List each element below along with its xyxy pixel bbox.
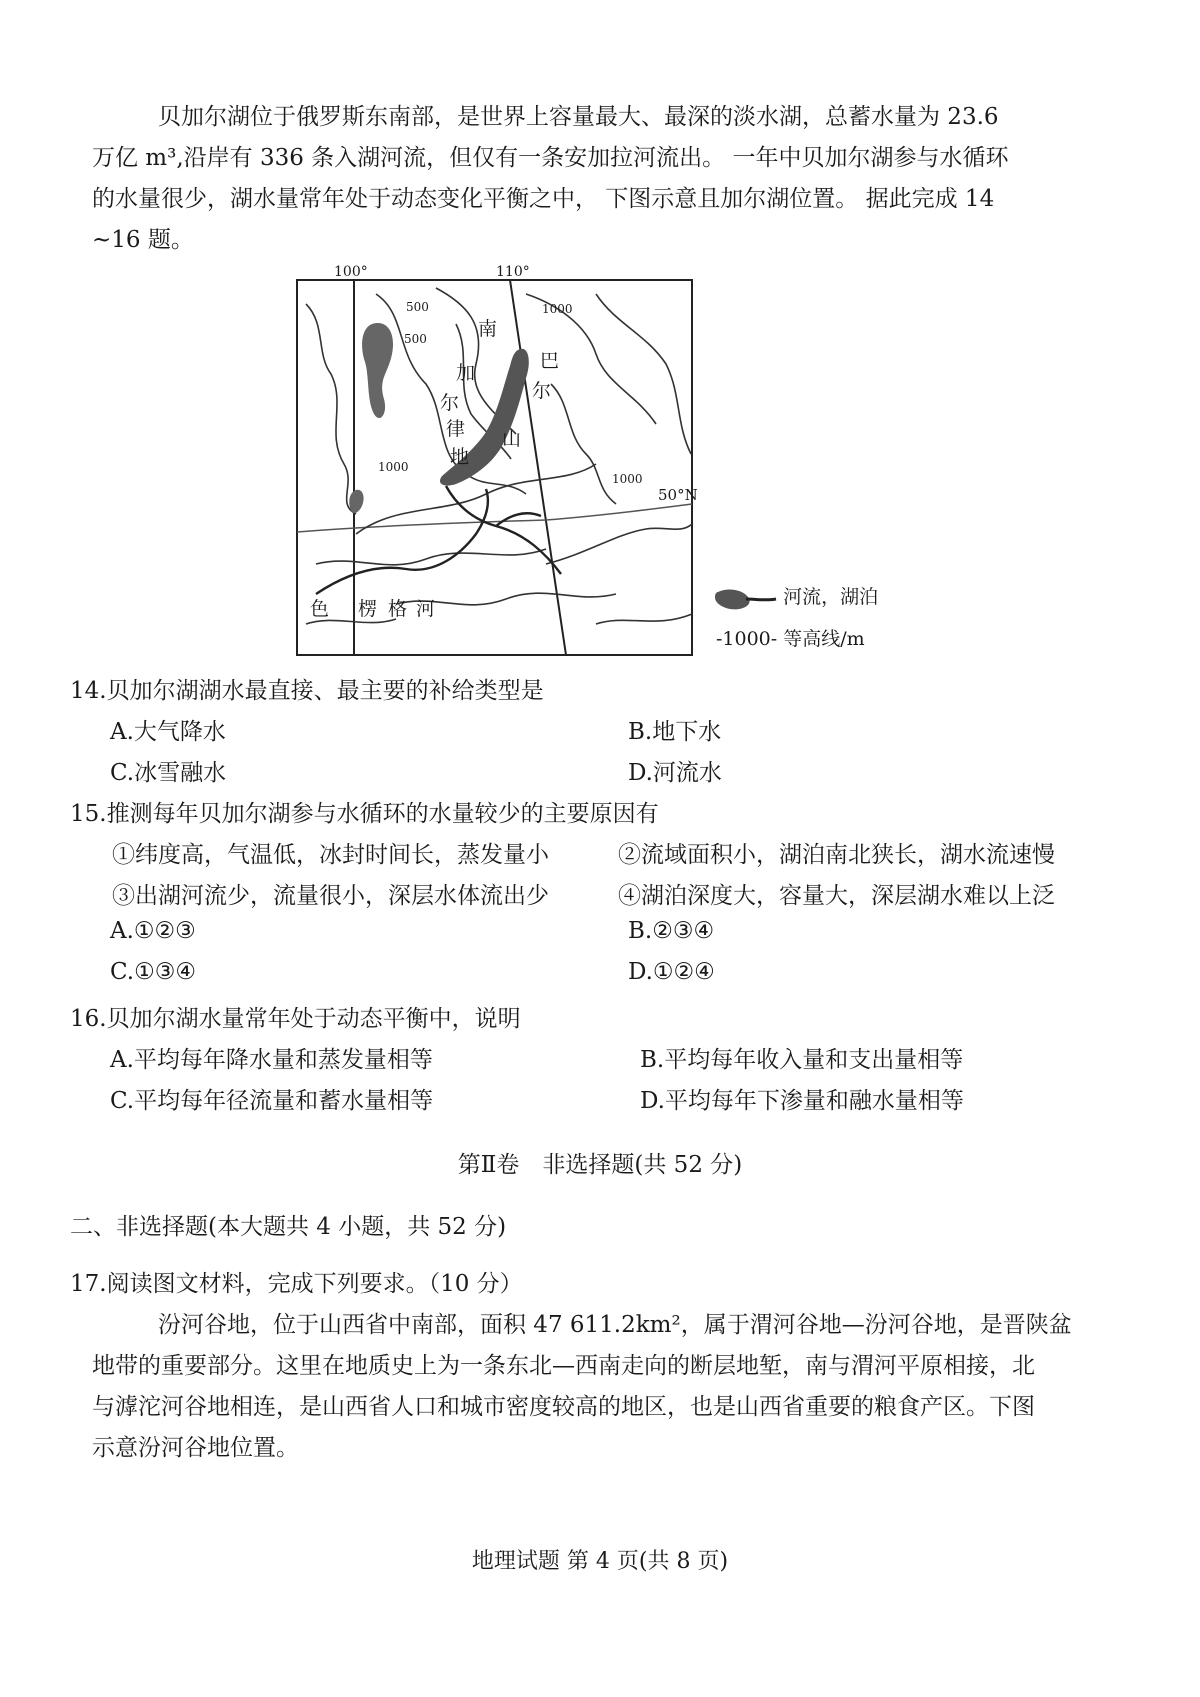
- q17-paragraph-line-4: 示意汾河谷地位置。: [92, 1435, 299, 1461]
- q14-option-d: D.河流水: [628, 760, 722, 786]
- q15-statement-2: ②流域面积小，湖泊南北狭长，湖水流速慢: [618, 842, 1055, 868]
- region-label: 格: [388, 598, 408, 620]
- page-footer: 地理试题 第 4 页(共 8 页): [471, 1549, 729, 1574]
- region-label: 楞: [358, 598, 378, 620]
- q15-option-b: B.②③④: [628, 918, 715, 944]
- q14-option-b: B.地下水: [628, 719, 722, 745]
- q15-statement-1: ①纬度高，气温低，冰封时间长，蒸发量小: [112, 842, 549, 868]
- q15-statement-4: ④湖泊深度大，容量大，深层湖水难以上泛: [618, 883, 1055, 909]
- region-label: 律: [446, 418, 466, 440]
- region-label: 山: [502, 428, 522, 450]
- legend-river-lake: [712, 582, 878, 613]
- q16-option-c: C.平均每年径流量和蓄水量相等: [110, 1088, 434, 1114]
- legend-contour: -1000- 等高线/m: [716, 628, 865, 650]
- q16-stem: 16.贝加尔湖水量常年处于动态平衡中，说明: [70, 1006, 521, 1032]
- q14-option-a: A.大气降水: [110, 719, 226, 745]
- contour-label: 1000: [542, 302, 573, 316]
- intro-line-1: 贝加尔湖位于俄罗斯东南部，是世界上容量最大、最深的淡水湖，总蓄水量为 23.6: [158, 104, 999, 130]
- q14-option-c: C.冰雪融水: [110, 760, 227, 786]
- q17-paragraph-line-2: 地带的重要部分。这里在地质史上为一条东北—西南走向的断层地堑，南与渭河平原相接，北: [92, 1353, 1035, 1379]
- q15-statement-3: ③出湖河流少，流量很小，深层水体流出少: [112, 883, 549, 909]
- q17-paragraph-line-1: 汾河谷地，位于山西省中南部，面积 47 611.2km²，属于渭河谷地—汾河谷地，是晋陕盆: [158, 1312, 1072, 1338]
- q16-option-a: A.平均每年降水量和蒸发量相等: [110, 1047, 433, 1073]
- part2-section-heading: 二、非选择题(本大题共 4 小题，共 52 分): [70, 1214, 507, 1240]
- q16-option-b: B.平均每年收入量和支出量相等: [640, 1047, 964, 1073]
- contour-label: 500: [406, 300, 429, 314]
- contour-label: 1000: [612, 472, 643, 486]
- region-label: 尔: [532, 380, 552, 402]
- part2-title: 第Ⅱ卷 非选择题(共 52 分): [457, 1152, 743, 1178]
- q17-paragraph-line-3: 与滹沱河谷地相连，是山西省人口和城市密度较高的地区，也是山西省重要的粮食产区。下图: [92, 1394, 1035, 1420]
- region-label: 南: [478, 318, 498, 340]
- region-label: 色: [310, 598, 330, 620]
- q15-stem: 15.推测每年贝加尔湖参与水循环的水量较少的主要原因有: [70, 801, 659, 827]
- intro-line-3: 的水量很少，湖水量常年处于动态变化平衡之中， 下图示意且加尔湖位置。 据此完成 14: [92, 186, 995, 212]
- lake-swatch-icon: [712, 585, 778, 613]
- region-label: 尔: [440, 392, 460, 414]
- lon-label-100: 100°: [334, 264, 368, 280]
- contour-label: 500: [404, 332, 427, 346]
- region-label: 巴: [540, 350, 560, 372]
- q16-option-d: D.平均每年下渗量和融水量相等: [640, 1088, 964, 1114]
- baikal-map: [296, 264, 698, 657]
- intro-line-4: ~16 题。: [92, 227, 194, 253]
- lat-label-50n: 50°N: [658, 486, 698, 504]
- q14-stem: 14.贝加尔湖湖水最直接、最主要的补给类型是: [70, 678, 544, 704]
- q15-option-c: C.①③④: [110, 959, 196, 985]
- intro-line-2: 万亿 m³,沿岸有 336 条入湖河流，但仅有一条安加拉河流出。 一年中贝加尔湖参与水循环: [92, 145, 1009, 171]
- q15-option-a: A.①②③: [110, 918, 196, 944]
- contour-label: 1000: [378, 460, 409, 474]
- region-label: 地: [450, 446, 470, 468]
- lon-label-110: 110°: [496, 264, 530, 280]
- region-label: 加: [456, 362, 476, 384]
- q15-option-d: D.①②④: [628, 959, 715, 985]
- region-label: 河: [416, 598, 436, 620]
- legend-river-lake-label: 河流，湖泊: [783, 586, 879, 608]
- q17-stem: 17.阅读图文材料，完成下列要求。（10 分）: [70, 1271, 523, 1297]
